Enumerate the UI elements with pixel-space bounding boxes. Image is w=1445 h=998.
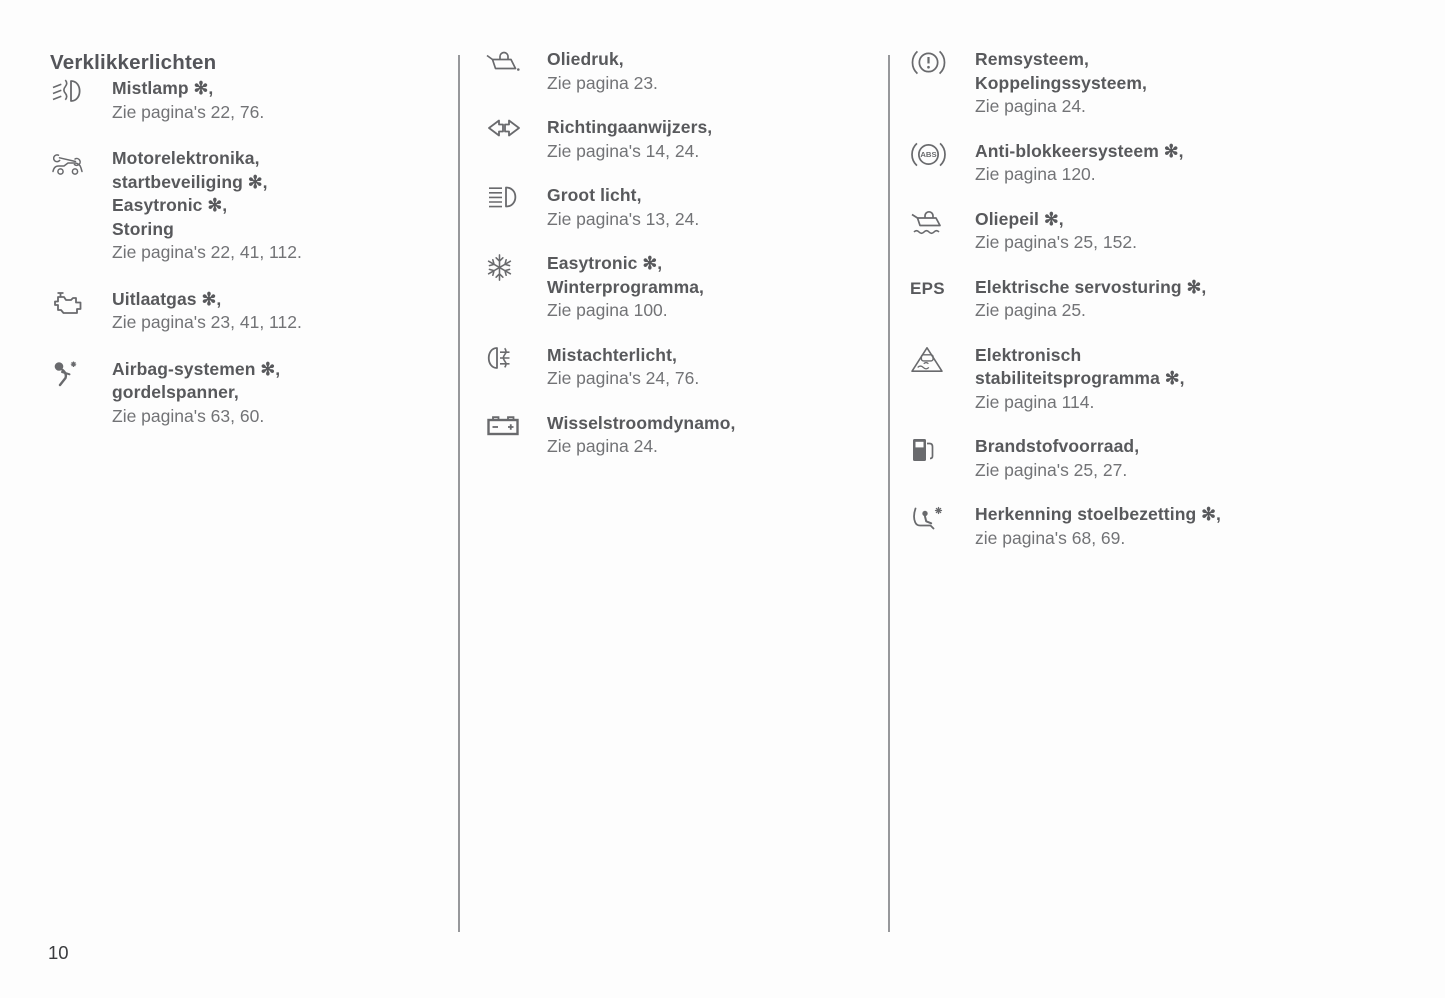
abs-icon bbox=[910, 140, 975, 168]
brake-warning-icon bbox=[910, 48, 975, 76]
page-reference: Zie pagina's 23, 41, 112. bbox=[112, 312, 302, 332]
page-reference: Zie pagina's 24, 76. bbox=[547, 368, 700, 388]
indicator-title: Oliedruk, bbox=[547, 49, 624, 69]
indicator-title: Elektronisch bbox=[975, 344, 1082, 365]
indicator-title: Herkenning stoelbezetting ✻, bbox=[975, 504, 1221, 524]
indicator-title: gordelspanner, bbox=[112, 382, 239, 402]
high-beam-icon bbox=[485, 184, 547, 209]
indicator-title: Uitlaatgas ✻, bbox=[112, 288, 222, 309]
indicator-title: Remsysteem, bbox=[975, 49, 1089, 69]
rear-fog-lamp-icon bbox=[485, 344, 547, 371]
page-reference: Zie pagina's 63, 60. bbox=[112, 405, 265, 426]
indicator-item-richtingaanwijzers bbox=[485, 116, 880, 163]
indicator-title: Groot licht, bbox=[547, 185, 642, 205]
indicator-title: startbeveiliging ✻, bbox=[112, 171, 268, 192]
indicator-item-abs bbox=[910, 140, 1420, 187]
turn-signals-icon bbox=[485, 116, 547, 139]
indicator-title: Storing bbox=[112, 218, 174, 239]
indicator-title: Winterprogramma, bbox=[547, 276, 705, 297]
page-reference: Zie pagina 24. bbox=[547, 436, 658, 456]
page-number: 10 bbox=[48, 942, 69, 963]
column-divider bbox=[458, 55, 460, 932]
page-reference: Zie pagina's 25, 27. bbox=[975, 459, 1128, 480]
page-reference: Zie pagina 23. bbox=[547, 72, 658, 93]
page-reference: Zie pagina 25. bbox=[975, 300, 1086, 320]
indicator-item-mistlamp bbox=[50, 77, 450, 124]
indicator-item-easytronic-winter bbox=[485, 252, 880, 323]
indicator-title: Motorelektronika, bbox=[112, 148, 260, 168]
column-divider bbox=[888, 55, 890, 932]
car-service-icon bbox=[50, 147, 112, 176]
esp-icon bbox=[910, 344, 975, 374]
snowflake-icon bbox=[485, 252, 547, 282]
indicator-title: Easytronic ✻, bbox=[112, 195, 228, 215]
page-reference: Zie pagina's 25, 152. bbox=[975, 232, 1137, 252]
indicator-item-eps bbox=[910, 276, 1420, 323]
engine-icon bbox=[50, 288, 112, 316]
indicator-item-oliepeil bbox=[910, 208, 1420, 255]
page-reference: Zie pagina 114. bbox=[975, 391, 1095, 412]
indicator-title: Richtingaanwijzers, bbox=[547, 117, 713, 137]
page-reference: Zie pagina 24. bbox=[975, 96, 1086, 116]
indicator-item-oliedruk bbox=[485, 48, 880, 95]
front-fog-lamp-icon bbox=[50, 77, 112, 104]
indicator-title: Oliepeil ✻, bbox=[975, 208, 1064, 229]
indicator-item-stoelbezetting bbox=[910, 503, 1420, 550]
page-reference: Zie pagina 120. bbox=[975, 164, 1096, 184]
indicator-title: Koppelingssysteem, bbox=[975, 72, 1147, 93]
fuel-pump-icon bbox=[910, 435, 975, 464]
indicator-title: Elektrische servosturing ✻, bbox=[975, 276, 1207, 297]
indicator-title: Anti-blokkeersysteem ✻, bbox=[975, 140, 1184, 161]
indicator-item-brandstofvoorraad bbox=[910, 435, 1420, 482]
page-reference: Zie pagina 100. bbox=[547, 300, 668, 320]
section-title: Verklikkerlichten bbox=[50, 51, 217, 74]
page-reference: zie pagina's 68, 69. bbox=[975, 527, 1126, 548]
svg-text:ABS: ABS bbox=[920, 149, 937, 159]
indicator-title: stabiliteitsprogramma ✻, bbox=[975, 368, 1185, 388]
indicator-title: Easytronic ✻, bbox=[547, 253, 663, 273]
page-reference: Zie pagina's 14, 24. bbox=[547, 140, 700, 161]
airbag-icon bbox=[50, 358, 112, 387]
page-reference: Zie pagina's 13, 24. bbox=[547, 208, 700, 229]
page-reference: Zie pagina's 22, 76. bbox=[112, 101, 265, 122]
indicator-item-motorelektronika bbox=[50, 147, 450, 265]
indicator-title: Airbag-systemen ✻, bbox=[112, 358, 281, 379]
indicator-item-mistachterlicht bbox=[485, 344, 880, 391]
column-left bbox=[50, 50, 450, 451]
eps-label: EPS bbox=[910, 278, 945, 298]
seat-occupancy-icon bbox=[910, 503, 975, 532]
indicator-item-uitlaatgas bbox=[50, 288, 450, 335]
indicator-item-remsysteem bbox=[910, 48, 1420, 119]
oil-level-icon bbox=[910, 208, 975, 235]
battery-icon bbox=[485, 412, 547, 437]
oil-pressure-icon bbox=[485, 48, 547, 73]
indicator-item-groot-licht bbox=[485, 184, 880, 231]
indicator-item-esp bbox=[910, 344, 1420, 415]
indicator-title: Mistachterlicht, bbox=[547, 344, 677, 365]
column-right bbox=[910, 48, 1420, 571]
indicator-title: Brandstofvoorraad, bbox=[975, 436, 1140, 456]
indicator-title: Wisselstroomdynamo, bbox=[547, 412, 736, 433]
indicator-item-wisselstroomdynamo bbox=[485, 412, 880, 459]
page-reference: Zie pagina's 22, 41, 112. bbox=[112, 242, 302, 262]
column-middle bbox=[485, 48, 880, 480]
indicator-title: Mistlamp ✻, bbox=[112, 78, 214, 98]
indicator-item-airbag bbox=[50, 358, 450, 429]
